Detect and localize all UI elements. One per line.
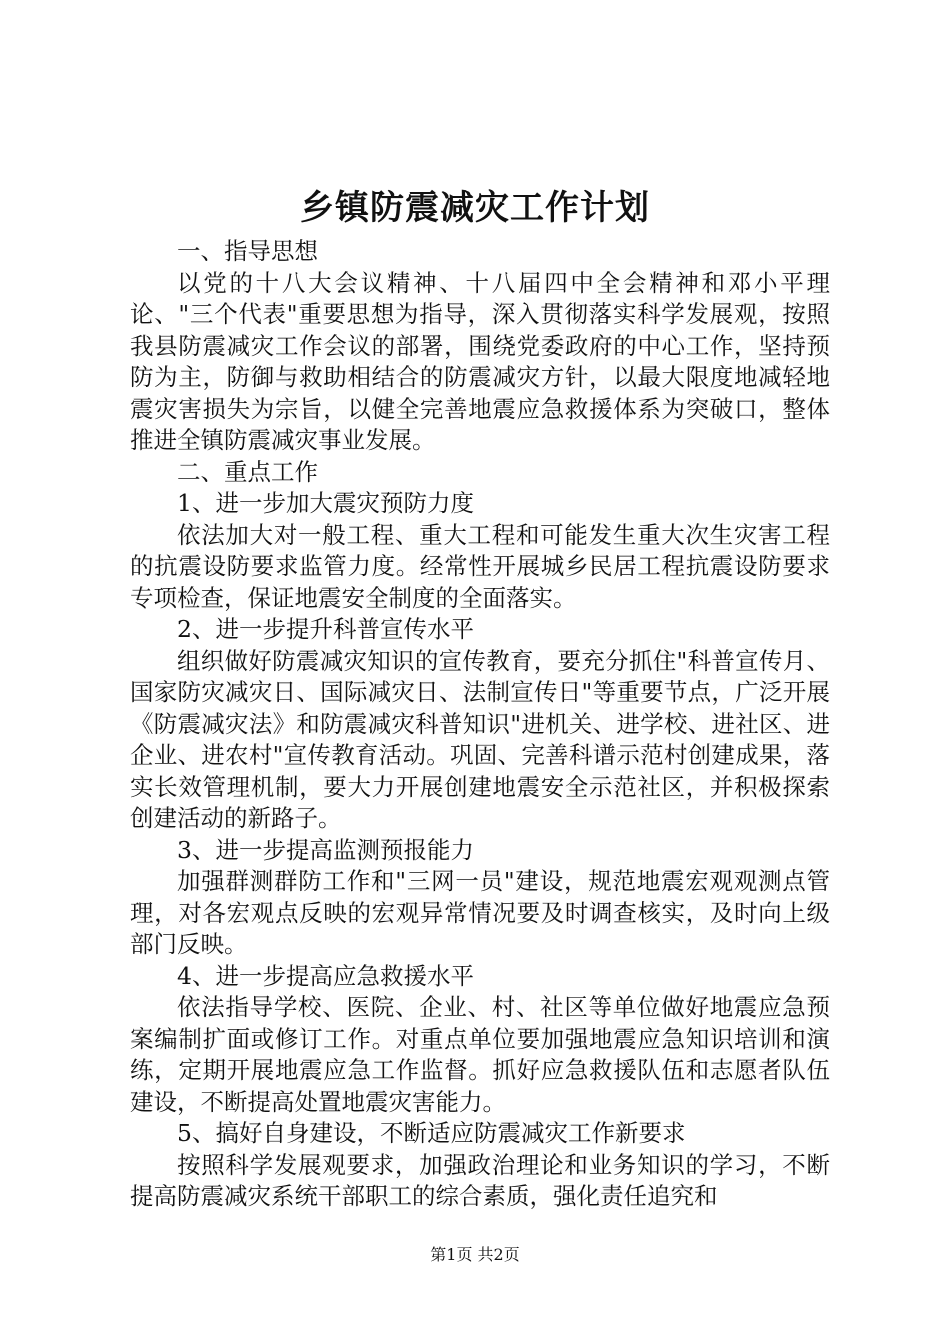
subheading-monitoring-forecast: 3、进一步提高监测预报能力 [177,835,474,864]
document-body [130,236,830,1213]
paragraph-monitoring-forecast: 加强群测群防工作和"三网一员"建设，规范地震宏观观测点管理，对各宏观点反映的宏观异常情况要及时调查核实，及时向上级部门反映。 [130,867,830,958]
document-title: 乡镇防震减灾工作计划 [300,188,650,228]
paragraph-guiding-ideology: 以党的十八大会议精神、十八届四中全会精神和邓小平理论、"三个代表"重要思想为指导，深入贯彻落实科学发展观，按照我县防震减灾工作会议的部署，围绕党委政府的中心工作，坚持预防为主，防御与救助相结合的防震减灾方针，以最大限度地减轻地震灾害损失为宗旨，以健全完善地震应急救援体系为突破口，整体推进全镇防震减灾事业发展。 [130,268,830,454]
subheading-self-construction: 5、搞好自身建设，不断适应防震减灾工作新要求 [177,1119,686,1147]
subheading-emergency-rescue: 4、进一步提高应急救援水平 [177,961,474,990]
section-heading-guiding-ideology: 一、指导思想 [177,237,318,265]
paragraph-emergency-rescue: 依法指导学校、医院、企业、村、社区等单位做好地震应急预案编制扩面或修订工作。对重点单位要加强地震应急知识培训和演练，定期开展地震应急工作监督。抓好应急救援队伍和志愿者队伍建设，不断提高处置地震灾害能力。 [130,993,830,1116]
paragraph-disaster-prevention: 依法加大对一般工程、重大工程和可能发生重大次生灾害工程的抗震设防要求监管力度。经常性开展城乡民居工程抗震设防要求专项检查，保证地震安全制度的全面落实。 [130,520,830,612]
paragraph-self-construction: 按照科学发展观要求，加强政治理论和业务知识的学习，不断提高防震减灾系统干部职工的综合素质，强化责任追究和 [130,1150,830,1210]
section-heading-key-work: 二、重点工作 [177,457,318,486]
subheading-disaster-prevention: 1、进一步加大震灾预防力度 [177,489,474,517]
paragraph-science-publicity: 组织做好防震减灾知识的宣传教育，要充分抓住"科普宣传月、国家防灾减灾日、国际减灾日、法制宣传日"等重要节点，广泛开展《防震减灾法》和防震减灾科普知识"进机关、进学校、进社区、进企业、进农村"宣传教育活动。巩固、完善科谱示范村创建成果，落实长效管理机制，要大力开展创建地震安全示范社区，并积极探索创建活动的新路子。 [130,646,830,832]
page-number-footer: 第1页 共2页 [430,1245,520,1264]
subheading-science-publicity: 2、进一步提升科普宣传水平 [177,615,474,643]
